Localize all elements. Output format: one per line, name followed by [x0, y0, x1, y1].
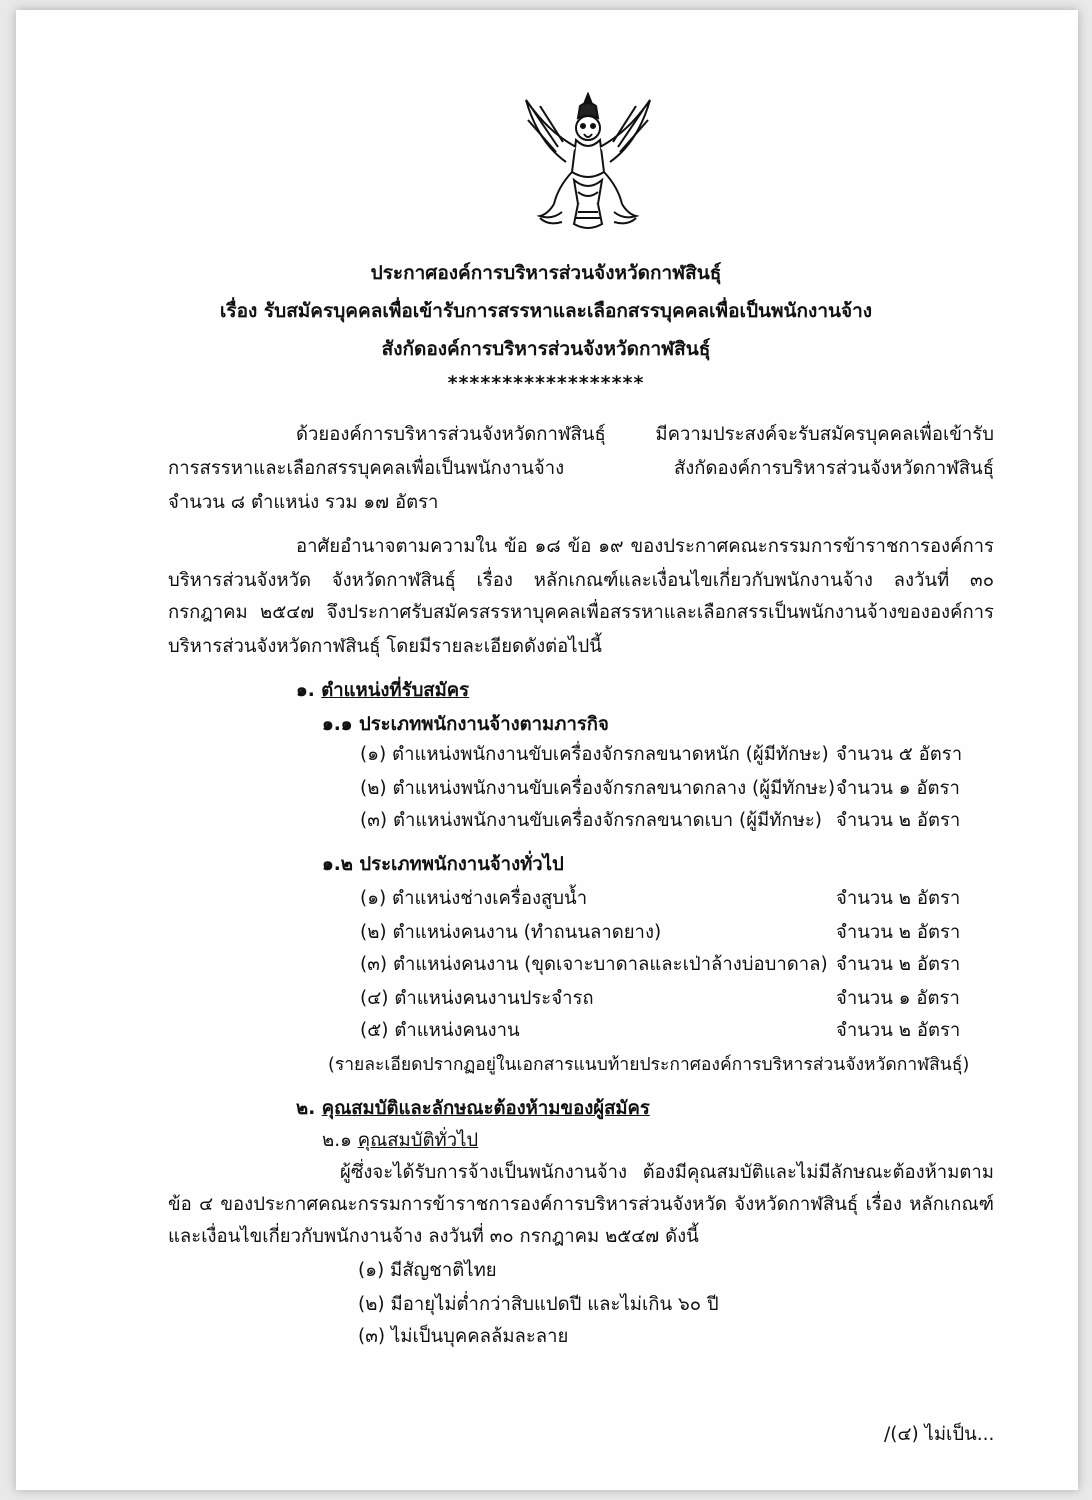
section-title: คุณสมบัติและลักษณะต้องห้ามของผู้สมัคร [321, 1098, 650, 1119]
section-1-heading [296, 676, 469, 705]
qualification-item: (๒) มีอายุไม่ต่ำกว่าสิบแปดปี และไม่เกิน ๖๐ ปี [358, 1294, 719, 1315]
position-count: จำนวน ๒ อัตรา [836, 810, 961, 831]
paragraph-1-line: ด้วยองค์การบริหารส่วนจังหวัดกาฬสินธุ์ มีความประสงค์จะรับสมัครบุคคลเพื่อเข้ารับ [296, 424, 994, 445]
position-item: (๑) ตำแหน่งช่างเครื่องสูบน้ำ [360, 888, 588, 909]
position-count: จำนวน ๒ อัตรา [836, 922, 961, 943]
position-count: จำนวน ๒ อัตรา [836, 954, 961, 975]
header-divider: ****************** [447, 372, 645, 394]
announcement-subject: เรื่อง รับสมัครบุคคลเพื่อเข้ารับการสรรหาและเลือกสรรบุคคลเพื่อเป็นพนักงานจ้าง [219, 300, 873, 322]
section-title: ตำแหน่งที่รับสมัคร [321, 680, 470, 701]
position-item: (๓) ตำแหน่งพนักงานขับเครื่องจักรกลขนาดเบา (ผู้มีทักษะ) [360, 810, 822, 831]
subsection-1-2-title: ๑.๒ ประเภทพนักงานจ้างทั่วไป [322, 854, 564, 875]
garuda-emblem-icon [518, 92, 658, 237]
subsection-2-1-heading [322, 1126, 478, 1155]
subsection-number: ๒.๑ [322, 1130, 352, 1151]
qualification-item: (๑) มีสัญชาติไทย [358, 1260, 497, 1281]
position-count: จำนวน ๒ อัตรา [836, 1020, 961, 1041]
position-count: จำนวน ๒ อัตรา [836, 888, 961, 909]
subsection-title: คุณสมบัติทั่วไป [357, 1130, 479, 1151]
paragraph-1-line: การสรรหาและเลือกสรรบุคคลเพื่อเป็นพนักงานจ้าง สังกัดองค์การบริหารส่วนจังหวัดกาฬสินธุ์ [168, 458, 994, 479]
section-number: ๒. [296, 1098, 316, 1119]
position-item: (๓) ตำแหน่งคนงาน (ขุดเจาะบาดาลและเป่าล้างบ่อบาดาล) [360, 954, 828, 975]
paragraph-2-line: บริหารส่วนจังหวัดกาฬสินธุ์ โดยมีรายละเอียดดังต่อไปนี้ [168, 636, 602, 657]
subsection-1-1-title: ๑.๑ ประเภทพนักงานจ้างตามภารกิจ [322, 714, 609, 735]
position-count: จำนวน ๑ อัตรา [836, 778, 960, 799]
paragraph-2-line: บริหารส่วนจังหวัด จังหวัดกาฬสินธุ์ เรื่อง หลักเกณฑ์และเงื่อนไขเกี่ยวกับพนักงานจ้าง ลงวันที่ ๓๐ [168, 570, 994, 591]
qualification-item: (๓) ไม่เป็นบุคคลล้มละลาย [358, 1326, 569, 1347]
page-continuation: /(๔) ไม่เป็น... [884, 1424, 995, 1445]
position-item: (๒) ตำแหน่งคนงาน (ทำถนนลาดยาง) [360, 922, 662, 943]
section-2-heading [296, 1094, 650, 1123]
announcement-affiliation: สังกัดองค์การบริหารส่วนจังหวัดกาฬสินธุ์ [381, 338, 711, 360]
position-item: (๔) ตำแหน่งคนงานประจำรถ [360, 988, 594, 1009]
position-item: (๑) ตำแหน่งพนักงานขับเครื่องจักรกลขนาดหนัก (ผู้มีทักษะ) [360, 744, 829, 765]
position-count: จำนวน ๑ อัตรา [836, 988, 960, 1009]
attachment-note: (รายละเอียดปรากฏอยู่ในเอกสารแนบท้ายประกาศองค์การบริหารส่วนจังหวัดกาฬสินธุ์) [328, 1055, 970, 1075]
position-count: จำนวน ๕ อัตรา [836, 744, 963, 765]
qualification-paragraph-line: และเงื่อนไขเกี่ยวกับพนักงานจ้าง ลงวันที่ ๓๐ กรกฎาคม ๒๕๔๗ ดังนี้ [168, 1226, 699, 1247]
announcement-title: ประกาศองค์การบริหารส่วนจังหวัดกาฬสินธุ์ [370, 262, 722, 284]
paragraph-2-line: อาศัยอำนาจตามความใน ข้อ ๑๘ ข้อ ๑๙ ของประกาศคณะกรรมการข้าราชการองค์การ [296, 536, 994, 557]
position-item: (๕) ตำแหน่งคนงาน [360, 1020, 520, 1041]
position-item: (๒) ตำแหน่งพนักงานขับเครื่องจักรกลขนาดกลาง (ผู้มีทักษะ) [360, 778, 836, 799]
qualification-paragraph-line: ผู้ซึ่งจะได้รับการจ้างเป็นพนักงานจ้าง ต้องมีคุณสมบัติและไม่มีลักษณะต้องห้ามตาม [340, 1162, 994, 1183]
paragraph-1-line: จำนวน ๘ ตำแหน่ง รวม ๑๗ อัตรา [168, 492, 439, 513]
section-number: ๑. [296, 680, 315, 701]
qualification-paragraph-line: ข้อ ๔ ของประกาศคณะกรรมการข้าราชการองค์การบริหารส่วนจังหวัด จังหวัดกาฬสินธุ์ เรื่อง หลักเกณฑ์ [168, 1194, 994, 1215]
paragraph-2-line: กรกฎาคม ๒๕๔๗ จึงประกาศรับสมัครสรรหาบุคคลเพื่อสรรหาและเลือกสรรเป็นพนักงานจ้างขององค์การ [168, 602, 994, 623]
